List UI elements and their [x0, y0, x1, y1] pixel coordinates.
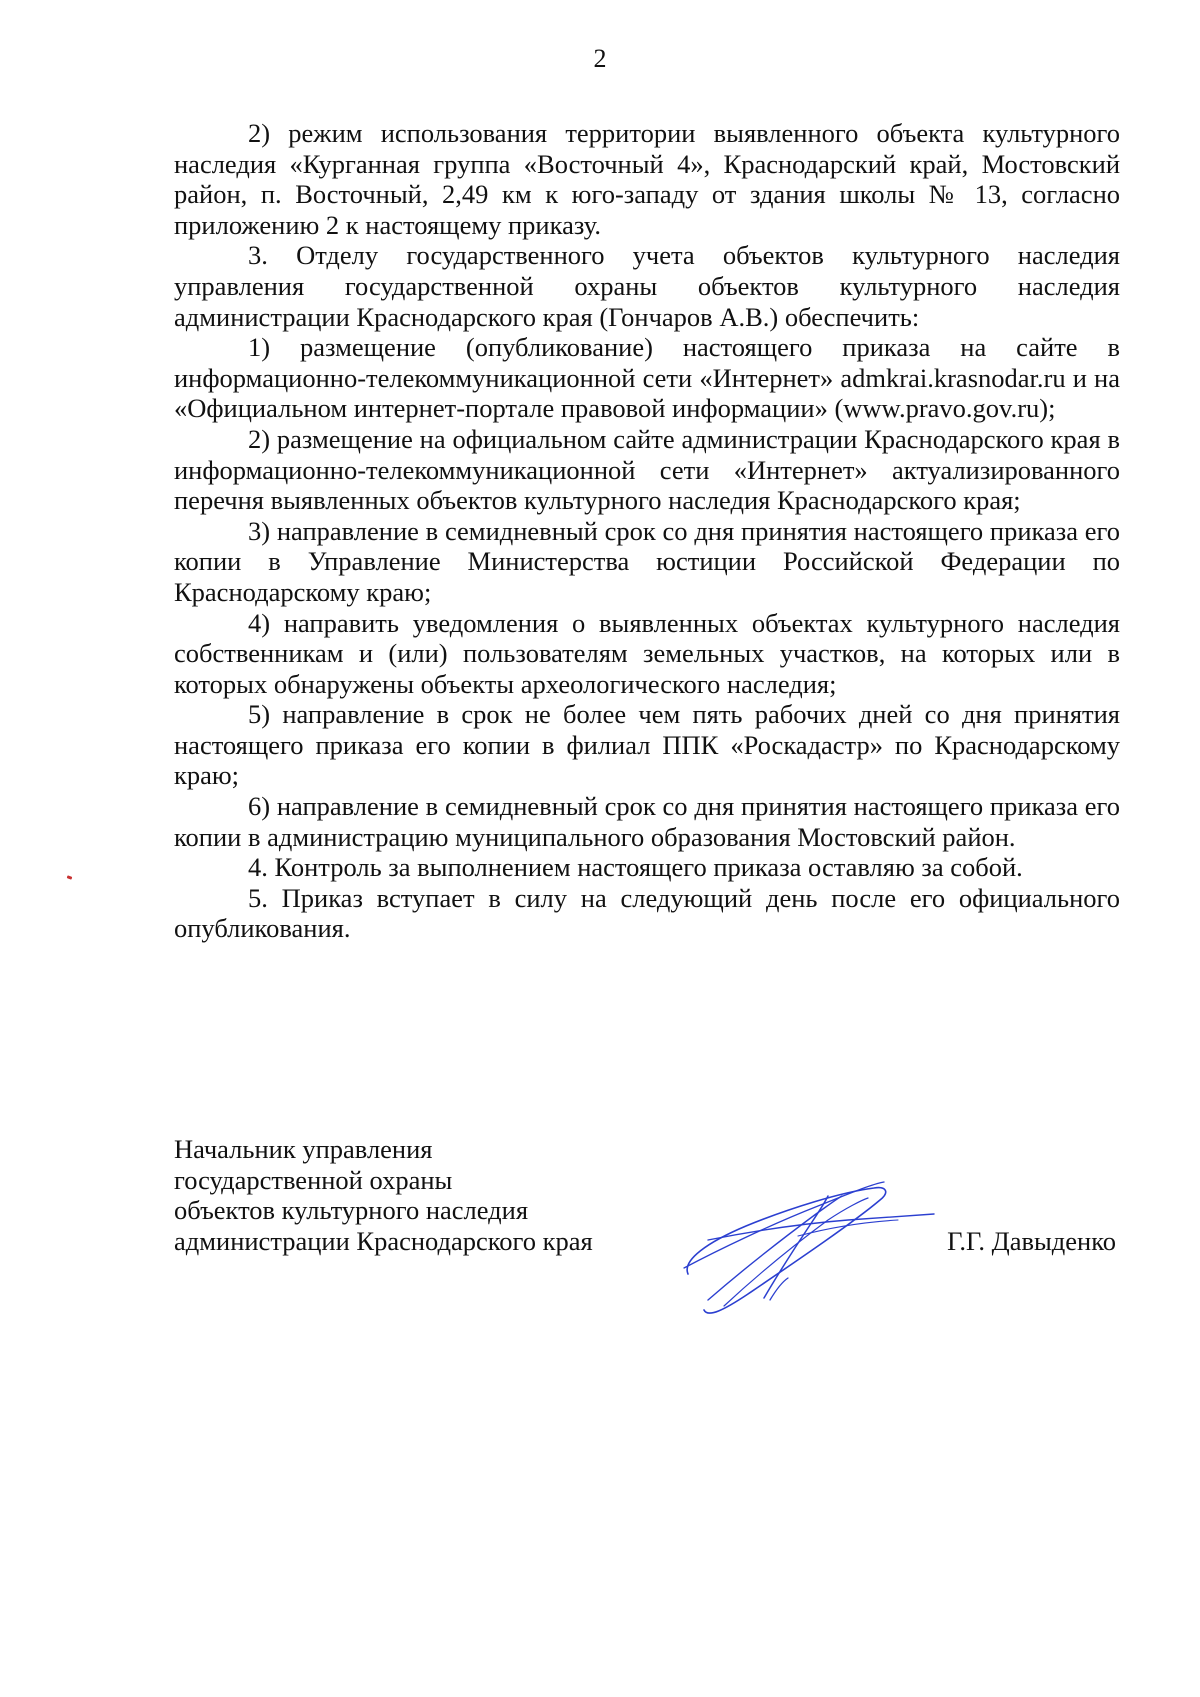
paragraph-municipal-administration: 6) направление в семидневный срок со дня принятия настоящего приказа его копии в администрацию муниципального образования Мостовский район. — [174, 791, 1120, 852]
signer-name: Г.Г. Давыденко — [947, 1225, 1116, 1256]
signer-position-line: объектов культурного наследия — [174, 1195, 529, 1226]
signer-position-line: Начальник управления — [174, 1134, 433, 1164]
paragraph-ministry-of-justice: 3) направление в семидневный срок со дня принятия настоящего приказа его копии в Управление Министерства юстиции Российской Федерации по Краснодарскому краю; — [174, 515, 1120, 607]
paragraph-owner-notifications: 4) направить уведомления о выявленных объектах культурного наследия собственникам и (или) пользователям земельных участков, на которых или в которых обнаружены объекты археологического наследия; — [174, 607, 1120, 699]
paragraph-roskadastr: 5) направление в срок не более чем пять рабочих дней со дня принятия настоящего приказа его копии в филиал ППК «Роскадастр» по Краснодарскому краю; — [174, 699, 1120, 791]
page-number: 2 — [593, 44, 607, 73]
document-body — [174, 118, 1120, 944]
signer-position-line: администрации Краснодарского края — [174, 1225, 593, 1256]
paragraph-publication: 1) размещение (опубликование) настоящего приказа на сайте в информационно-телекоммуникационной сети «Интернет» admkrai.krasnodar.ru и на «Официальном интернет-портале правовой информации» (www.pravo.gov.ru); — [174, 332, 1120, 424]
signer-position-line: государственной охраны — [174, 1164, 453, 1195]
paragraph-usage-regime: 2) режим использования территории выявленного объекта культурного наследия «Курганная группа «Восточный 4», Краснодарский край, Мостовский район, п. Восточный, 2,49 км к юго-западу от здания школы № 13, согласно приложению 2 к настоящему приказу. — [174, 118, 1120, 240]
paragraph-official-site: 2) размещение на официальном сайте администрации Краснодарского края в информационно-телекоммуникационной сети «Интернет» актуализированного перечня выявленных объектов культурного наследия Краснодарского края; — [174, 423, 1120, 516]
handwritten-signature — [678, 1170, 938, 1320]
signature-block — [174, 1134, 1120, 1256]
paragraph-entry-into-force: 5. Приказ вступает в силу на следующий день после его официального опубликования. — [174, 882, 1120, 944]
stray-ink-mark — [67, 875, 73, 880]
paragraph-registry-department: 3. Отделу государственного учета объектов культурного наследия управления государственной охраны объектов культурного наследия администрации Краснодарского края (Гончаров А.В.) обеспечить: — [174, 240, 1120, 332]
paragraph-control: 4. Контроль за выполнением настоящего приказа оставляю за собой. — [248, 852, 1023, 883]
